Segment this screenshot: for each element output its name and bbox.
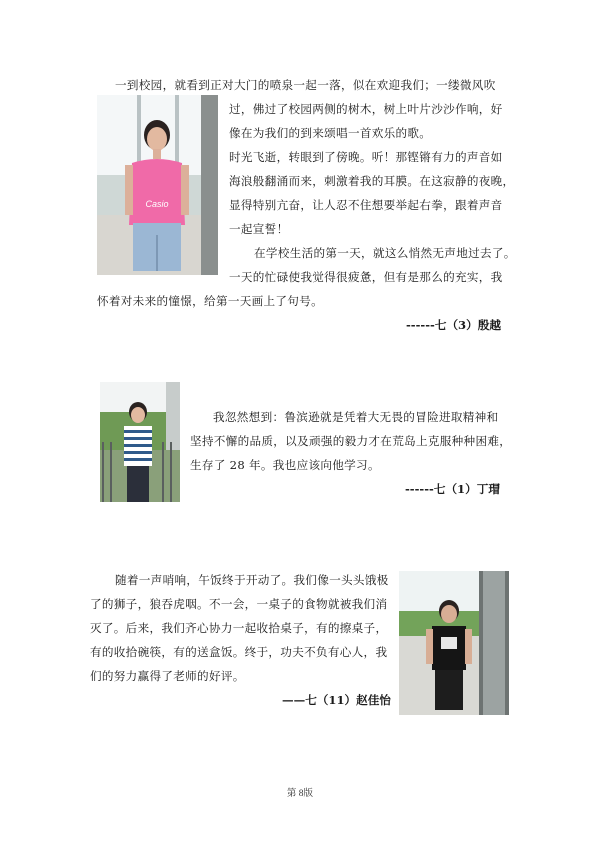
student-photo-pink-shirt xyxy=(97,95,218,275)
essay3-line-2: 了的狮子，狼吞虎咽。不一会，一桌子的食物就被我们消 xyxy=(90,597,388,611)
essay2-line-3: 生存了 28 年。我也应该向他学习。 xyxy=(190,458,380,472)
shirt-print-text: Casio xyxy=(145,199,169,209)
essay1-line-2: 过，佛过了校园两侧的树木，树上叶片沙沙作响，好 xyxy=(229,102,503,116)
essay1-line-4: 时光飞逝，转眼到了傍晚。听！那铿锵有力的声音如 xyxy=(229,150,503,164)
essay1-signature: ------七（3）殷越 xyxy=(406,318,501,332)
essay3-line-1: 随着一声哨响，午饭终于开动了。我们像一头头饿极 xyxy=(115,573,389,587)
essay1-line-10: 怀着对未来的憧憬，给第一天画上了句号。 xyxy=(97,294,323,308)
essay1-line-7: 一起宣誓！ xyxy=(229,222,289,236)
essay1-line-1: 一到校园，就看到正对大门的喷泉一起一落，似在欢迎我们；一缕微风吹 xyxy=(115,78,496,92)
essay1-line-3: 像在为我们的到来颂唱一首欢乐的歌。 xyxy=(229,126,432,140)
student-photo-black-shirt xyxy=(399,571,509,715)
essay1-line-9: 一天的忙碌使我觉得很疲惫，但有是那么的充实，我 xyxy=(229,270,503,284)
essay2-line-1: 我忽然想到：鲁滨逊就是凭着大无畏的冒险进取精神和 xyxy=(213,410,499,424)
essay3-line-4: 有的收拾碗筷，有的送盒饭。终于，功夫不负有心人，我 xyxy=(90,645,388,659)
essay3-line-3: 灭了。后来，我们齐心协力一起收拾桌子，有的擦桌子， xyxy=(90,621,388,635)
essay1-line-8: 在学校生活的第一天，就这么悄然无声地过去了。 xyxy=(254,246,516,260)
essay2-line-2: 坚持不懈的品质，以及顽强的毅力才在荒岛上克服种种困难， xyxy=(190,434,512,448)
page-number: 第 8版 xyxy=(286,789,314,799)
essay1-line-5: 海浪般翻涌而来，刺激着我的耳膜。在这寂静的夜晚， xyxy=(229,174,515,188)
student-photo-striped-shirt xyxy=(100,382,180,502)
essay2-signature: ------七（1）丁瑁 xyxy=(405,482,500,496)
essay3-line-5: 们的努力赢得了老师的好评。 xyxy=(90,669,245,683)
essay3-signature: ——七（11）赵佳怡 xyxy=(282,693,391,707)
essay1-line-6: 显得特别亢奋，让人忍不住想要举起右拳，跟着声音 xyxy=(229,198,503,212)
